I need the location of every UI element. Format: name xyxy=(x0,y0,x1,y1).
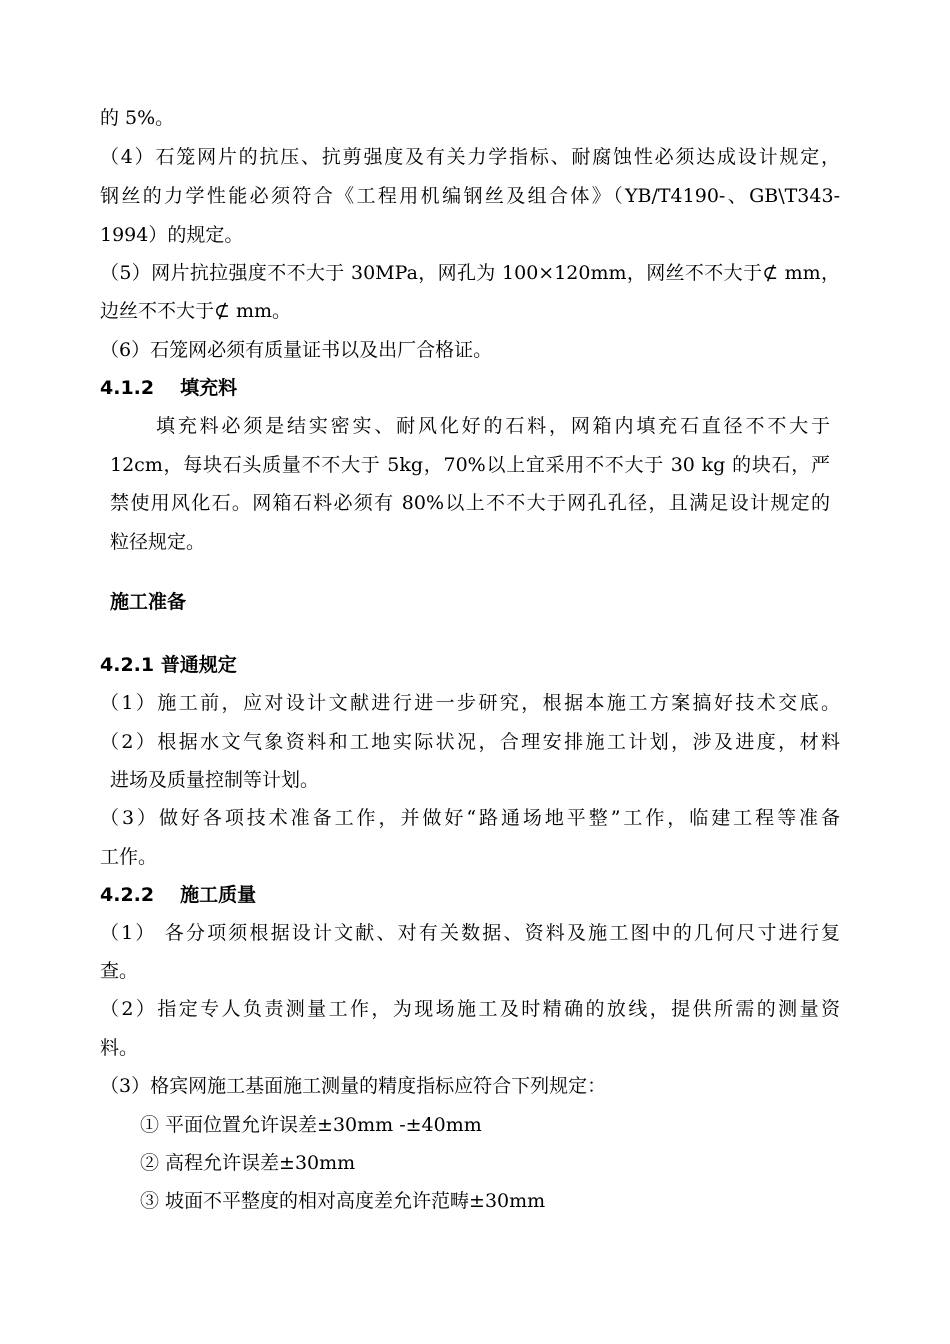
list-item: ① 平面位置允许误差±30mm -±40mm xyxy=(140,1114,482,1136)
paragraph-line: 进场及质量控制等计划。 xyxy=(110,769,320,791)
section-heading-4-1-2 xyxy=(100,376,840,400)
paragraph-line: （2）根据水文气象资料和工地实际状况，合理安排施工计划，涉及进度，材料 xyxy=(100,731,840,753)
paragraph-line: 12cm，每块石头质量不不大于 5kg，70%以上宜采用不不大于 30 kg 的块石，严 xyxy=(110,454,830,476)
paragraph-line: 工作。 xyxy=(100,846,158,868)
section-title: 填充料 xyxy=(180,377,238,399)
paragraph-line: 的 5%。 xyxy=(100,107,175,129)
paragraph-line: 填充料必须是结实密实、耐风化好的石料，网箱内填充石直径不不大于 xyxy=(156,415,830,437)
paragraph-line: （1） 各分项须根据设计文献、对有关数据、资料及施工图中的几何尺寸进行复 xyxy=(100,922,840,944)
paragraph-line: 查。 xyxy=(100,960,139,982)
section-number: 4.1.2 xyxy=(100,377,155,399)
list-item: ③ 坡面不平整度的相对高度差允许范畴±30mm xyxy=(140,1190,546,1212)
paragraph-line: （2）指定专人负责测量工作，为现场施工及时精确的放线，提供所需的测量资 xyxy=(100,998,840,1020)
section-heading-4-2-1: 4.2.1 普通规定 xyxy=(100,654,237,676)
section-number: 4.2.2 xyxy=(100,884,155,906)
paragraph-line: （3）格宾网施工基面施工测量的精度指标应符合下列规定： xyxy=(100,1075,607,1097)
list-item: ② 高程允许误差±30mm xyxy=(140,1152,356,1174)
paragraph-line: 粒径规定。 xyxy=(110,531,206,553)
paragraph-line: （1）施工前，应对设计文献进行进一步研究，根据本施工方案搞好技术交底。 xyxy=(100,692,840,714)
paragraph-line: （5）网片抗拉强度不不大于 30MPa，网孔为 100×120mm，网丝不不大于⊄ mm， xyxy=(100,262,840,284)
paragraph-line: （3）做好各项技术准备工作，并做好“路通场地平整”工作，临建工程等准备 xyxy=(100,807,840,829)
paragraph-line: 边丝不不大于⊄ mm。 xyxy=(100,300,291,322)
paragraph-line: （6）石笼网必须有质量证书以及出厂合格证。 xyxy=(100,339,493,361)
paragraph-line: 料。 xyxy=(100,1037,139,1059)
section-heading-prep: 施工准备 xyxy=(110,591,187,613)
paragraph-line: 钢丝的力学性能必须符合《工程用机编钢丝及组合体》（YB/T4190-、GB\T343- xyxy=(100,185,840,207)
paragraph-line: 禁使用风化石。网箱石料必须有 80%以上不不大于网孔孔径，且满足设计规定的 xyxy=(110,492,830,514)
section-title: 施工质量 xyxy=(180,884,257,906)
paragraph-line: （4）石笼网片的抗压、抗剪强度及有关力学指标、耐腐蚀性必须达成设计规定， xyxy=(100,146,840,168)
section-heading-4-2-2 xyxy=(100,883,840,907)
paragraph-line: 1994）的规定。 xyxy=(100,224,244,246)
